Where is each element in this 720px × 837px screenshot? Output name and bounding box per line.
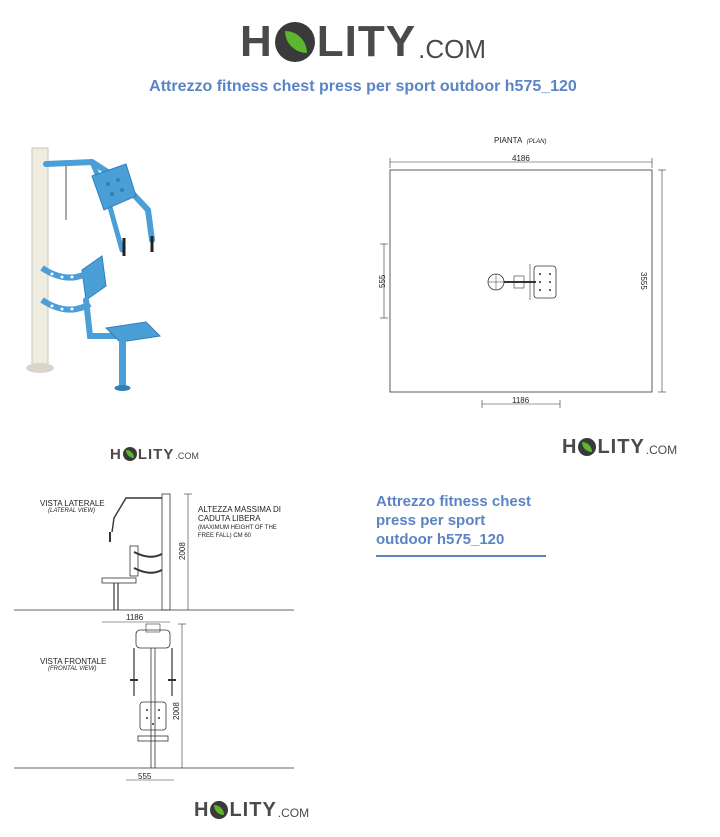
logo-leaf-icon — [210, 801, 228, 819]
logo-letter-h: H — [240, 17, 273, 66]
logo-com: .COM — [175, 451, 199, 461]
logo-com: .COM — [418, 34, 486, 64]
frontal-height-dim: 2008 — [172, 702, 181, 720]
side-product-title: Attrezzo fitness chest press per sport outdoor h575_120 — [376, 492, 546, 557]
plan-drawing — [370, 148, 680, 418]
product-image — [20, 140, 220, 400]
logo-leaf-icon — [578, 438, 596, 456]
frontal-view-label: VISTA FRONTALE — [40, 657, 107, 666]
plan-left-dim: 555 — [378, 274, 387, 288]
logo-leaf-icon — [275, 22, 315, 62]
lateral-width-dim: 1186 — [126, 613, 144, 622]
brand-logo[interactable] — [240, 18, 486, 64]
plan-bottom-dim: 1186 — [512, 396, 530, 405]
logo-letters-lity: LITY — [137, 446, 175, 463]
logo-letter-h: H — [194, 799, 210, 821]
logo-com: .COM — [277, 806, 310, 820]
logo-letters-lity: LITY — [316, 17, 417, 66]
plan-height-dim: 3555 — [639, 272, 648, 290]
logo-leaf-icon — [123, 447, 137, 461]
lateral-height-dim: 2008 — [178, 542, 187, 560]
logo-letters-lity: LITY — [597, 436, 645, 458]
lateral-view-drawing — [14, 488, 296, 628]
free-fall-en-2: FREE FALL) CM 60 — [198, 533, 252, 539]
logo-letter-h: H — [110, 446, 122, 463]
brand-logo-small-3[interactable] — [194, 800, 309, 820]
brand-logo-small-1[interactable] — [110, 447, 199, 462]
frontal-view-drawing — [14, 620, 296, 790]
page-title: Attrezzo fitness chest press per sport outdoor h575_120 — [149, 78, 577, 95]
brand-logo-small-2[interactable] — [562, 437, 677, 457]
plan-label-en: (PLAN) — [526, 139, 547, 145]
free-fall-title-1: ALTEZZA MASSIMA DI — [198, 505, 281, 514]
lateral-view-label: VISTA LATERALE — [40, 499, 105, 508]
frontal-width-dim: 555 — [138, 772, 152, 781]
free-fall-title-2: CADUTA LIBERA — [198, 514, 261, 523]
lateral-view-label-en: (LATERAL VIEW) — [48, 508, 96, 514]
frontal-view-label-en: (FRONTAL VIEW) — [48, 666, 97, 672]
free-fall-en-1: (MAXIMUM HEIGHT OF THE — [198, 525, 277, 531]
logo-com: .COM — [645, 443, 678, 457]
plan-width-dim: 4186 — [512, 154, 530, 163]
logo-letter-h: H — [562, 436, 578, 458]
logo-letters-lity: LITY — [229, 799, 277, 821]
plan-label: PIANTA — [494, 136, 523, 145]
